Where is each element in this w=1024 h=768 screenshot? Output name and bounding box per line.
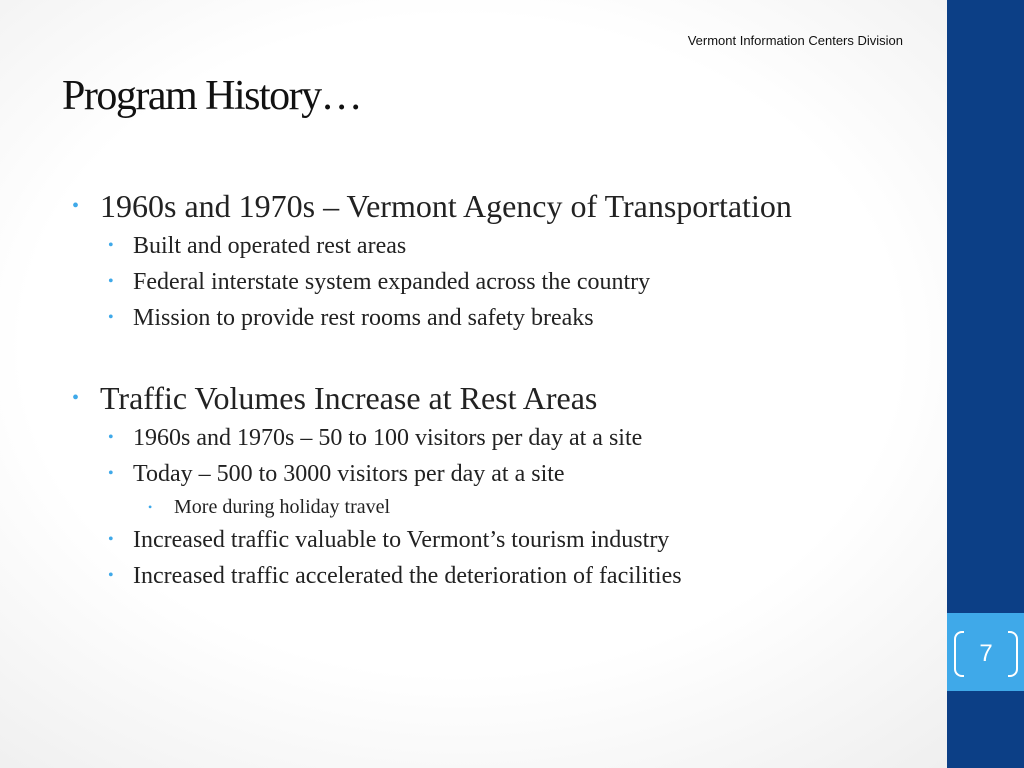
- bullet-dot-icon: •: [72, 195, 80, 217]
- section-2: [72, 378, 932, 594]
- bullet-level-1: [72, 186, 932, 226]
- bullet-text: 1960s and 1970s – Vermont Agency of Transportation: [100, 188, 792, 224]
- bullet-dot-icon: •: [108, 273, 114, 290]
- bullet-text: Increased traffic accelerated the deterioration of facilities: [133, 563, 682, 589]
- bullet-text: Federal interstate system expanded across the country: [133, 269, 651, 295]
- bullet-text: More during holiday travel: [174, 496, 391, 518]
- left-brace-icon: [954, 631, 964, 677]
- page-number: [954, 631, 1018, 677]
- bullet-dot-icon: •: [108, 429, 114, 446]
- bullet-dot-icon: •: [108, 465, 114, 482]
- bullet-text: Mission to provide rest rooms and safety breaks: [133, 305, 594, 331]
- bullet-dot-icon: •: [108, 309, 114, 326]
- bullet-dot-icon: •: [108, 237, 114, 254]
- slide-title: Program History…: [62, 73, 362, 119]
- bullet-level-2: [72, 264, 932, 300]
- bullet-level-2: [72, 420, 932, 456]
- bullet-text: Increased traffic valuable to Vermont’s tourism industry: [133, 527, 670, 553]
- bullet-text: Built and operated rest areas: [133, 233, 407, 259]
- bullet-dot-icon: •: [72, 387, 80, 409]
- slide-content: [72, 186, 932, 594]
- bullet-level-2: [72, 300, 932, 336]
- bullet-level-3: [72, 492, 932, 522]
- bullet-level-2: [72, 522, 932, 558]
- bullet-dot-icon: •: [108, 531, 114, 548]
- bullet-dot-icon: •: [148, 500, 153, 514]
- header-note: Vermont Information Centers Division: [687, 33, 903, 48]
- bullet-level-2: [72, 456, 932, 492]
- section-gap: [72, 336, 932, 378]
- bullet-dot-icon: •: [108, 567, 114, 584]
- right-brace-icon: [1008, 631, 1018, 677]
- page-number-text: 7: [979, 640, 993, 667]
- bullet-level-1: [72, 378, 932, 418]
- bullet-text: Today – 500 to 3000 visitors per day at a site: [133, 461, 565, 487]
- bullet-text: 1960s and 1970s – 50 to 100 visitors per day at a site: [133, 425, 643, 451]
- bullet-level-2: [72, 558, 932, 594]
- bullet-text: Traffic Volumes Increase at Rest Areas: [100, 380, 598, 416]
- bullet-level-2: [72, 228, 932, 264]
- section-1: [72, 186, 932, 336]
